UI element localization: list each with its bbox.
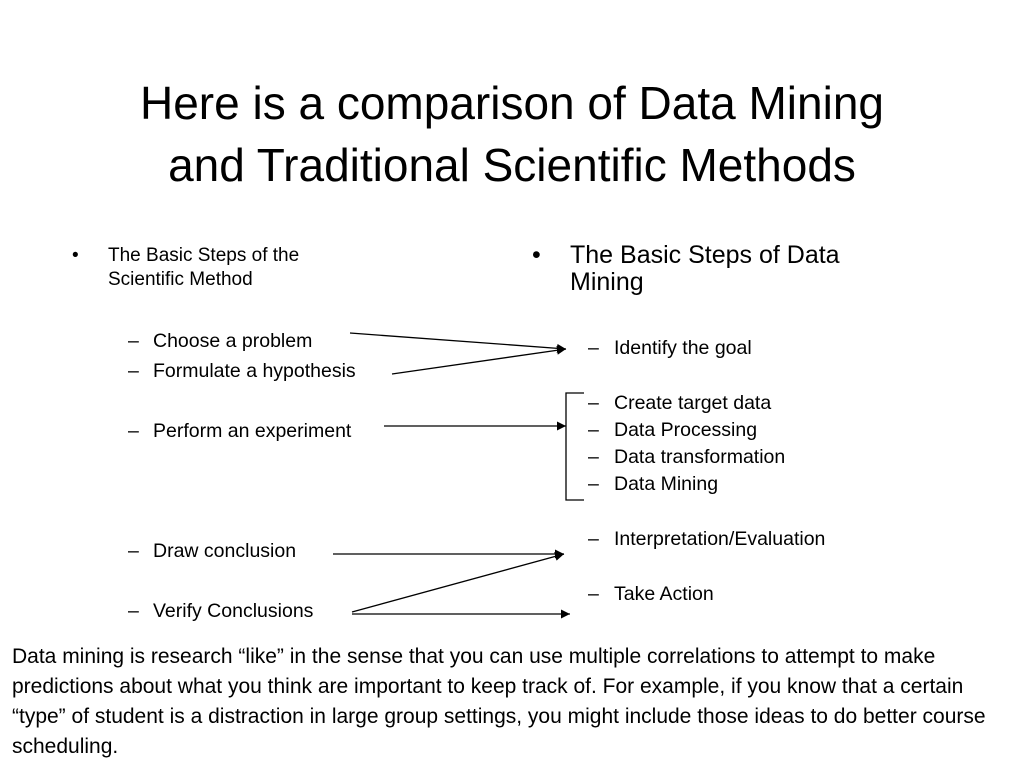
left-step-label: Draw conclusion: [153, 540, 297, 562]
right-step-label: Take Action: [614, 583, 714, 605]
dash-marker: –: [128, 360, 139, 382]
dash-marker: –: [128, 600, 139, 622]
left-step-label: Formulate a hypothesis: [153, 360, 356, 382]
right-step-label: Data Processing: [614, 419, 758, 441]
right-step-label: Data transformation: [614, 446, 786, 468]
left-step-label: Verify Conclusions: [153, 600, 314, 622]
arrow-hypothesis-to-identify: [392, 349, 566, 374]
dash-marker: –: [588, 419, 599, 441]
left-heading-line-1: The Basic Steps of the: [108, 245, 300, 266]
dash-marker: –: [588, 392, 599, 414]
dash-marker: –: [588, 473, 599, 495]
dash-marker: –: [128, 540, 139, 562]
bullet-marker: •: [532, 241, 541, 269]
left-step-label: Perform an experiment: [153, 420, 352, 442]
dash-marker: –: [128, 420, 139, 442]
bullet-marker: •: [72, 245, 79, 266]
right-step-label: Interpretation/Evaluation: [614, 528, 826, 550]
arrow-choose-to-identify: [350, 333, 566, 349]
right-heading-line-2: Mining: [570, 268, 644, 296]
left-step-label: Choose a problem: [153, 330, 313, 352]
right-step-label: Create target data: [614, 392, 772, 414]
arrow-verify-to-interpretation: [352, 554, 564, 612]
title-line-1: Here is a comparison of Data Mining: [140, 77, 884, 129]
title-line-2: and Traditional Scientific Methods: [168, 139, 856, 191]
dash-marker: –: [588, 528, 599, 550]
right-step-label: Identify the goal: [614, 337, 752, 359]
left-heading-line-2: Scientific Method: [108, 269, 253, 290]
right-heading-line-1: The Basic Steps of Data: [570, 241, 840, 269]
right-step-label: Data Mining: [614, 473, 719, 495]
dash-marker: –: [588, 583, 599, 605]
dash-marker: –: [588, 337, 599, 359]
footer-note: Data mining is research “like” in the sense that you can use multiple correlations to attempt to make predictions about what you think are important to keep track of. For example, if you know that a certain “type” of student is a distraction in large group settings, you might include those ideas to do better course scheduling.: [12, 645, 986, 758]
bracket-data-steps: [566, 393, 584, 500]
dash-marker: –: [128, 330, 139, 352]
dash-marker: –: [588, 446, 599, 468]
